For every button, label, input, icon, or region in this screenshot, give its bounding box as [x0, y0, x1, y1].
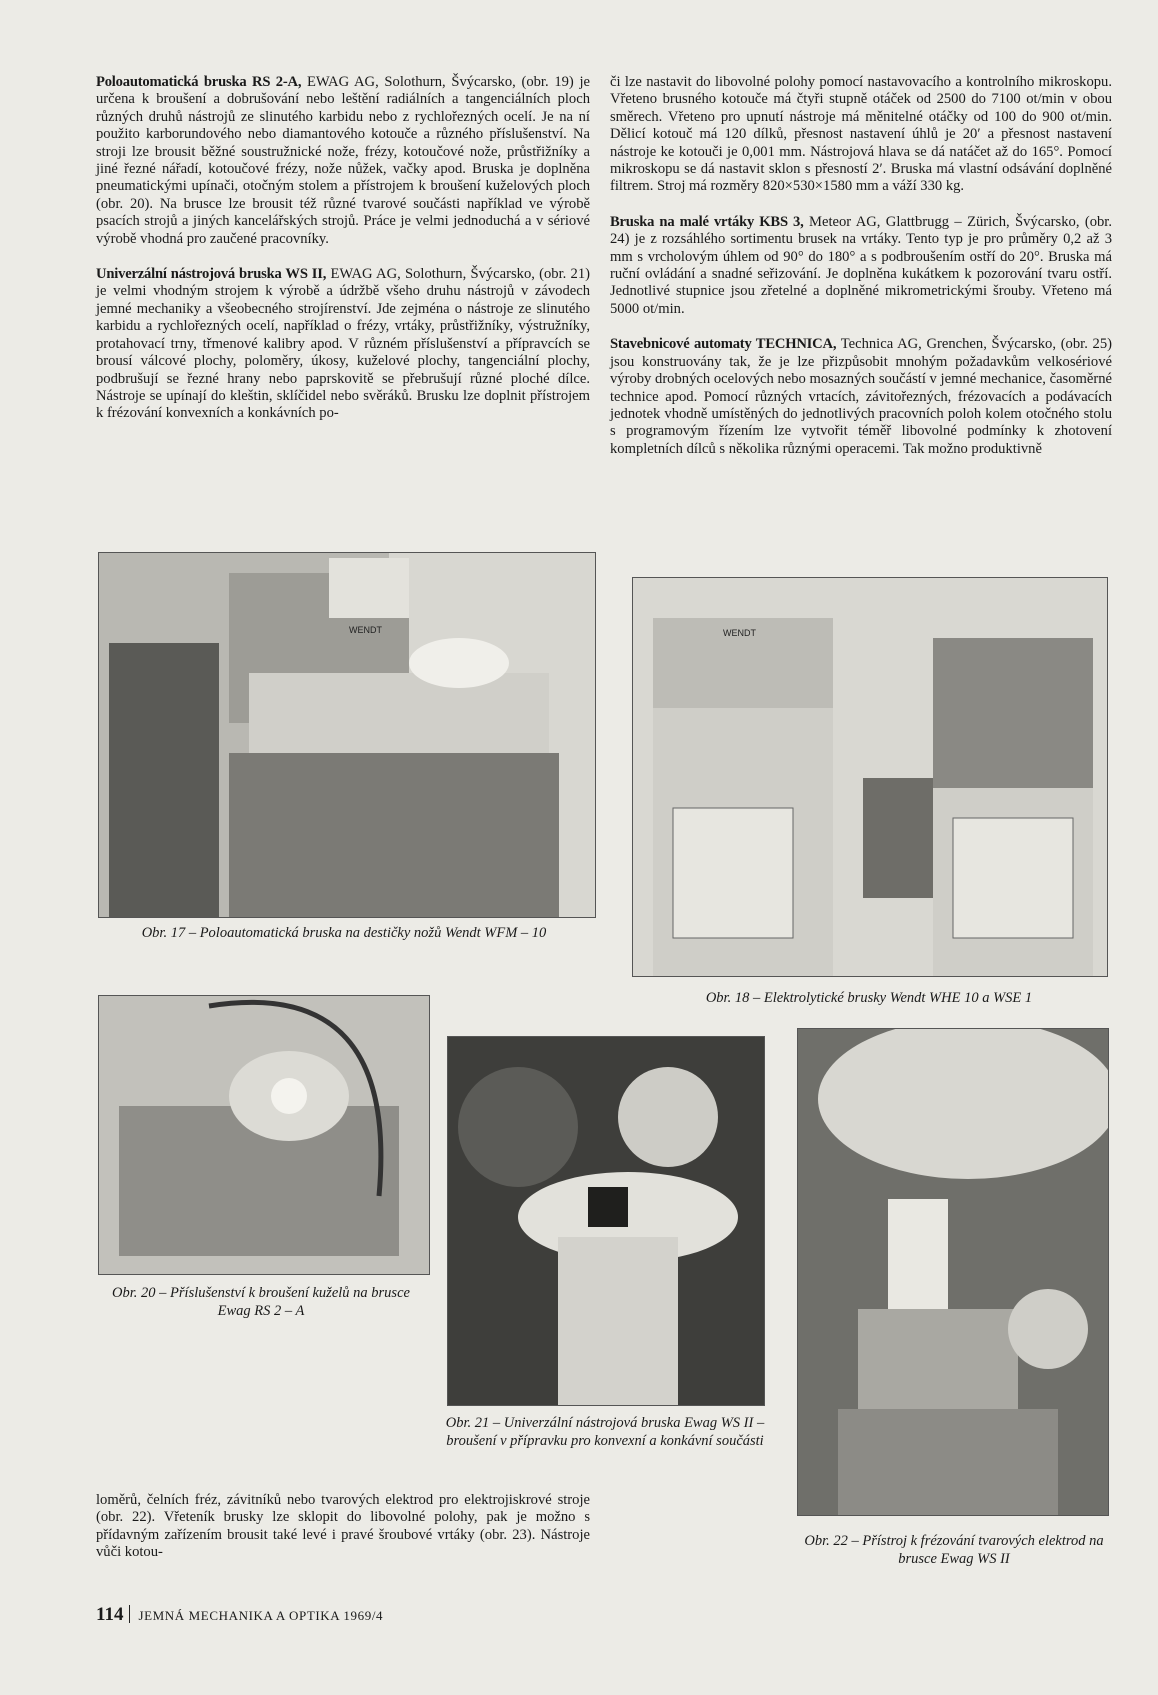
- article-ws2: [96, 266, 590, 423]
- article-text: EWAG AG, Solothurn, Švýcarsko, (obr. 21) je velmi vhodným strojem k výrobě a údržbě všeho druhu nástrojů v závodech jemné mechaniky a všeobecného strojírenství. Jde zejména o nástroje ze slinutého karbidu a rychlořezných ocelí, například o frézy, vrtáky, průstřižníky, výstružníky, protahovací trny, třmenové kalibry apod. V různém příslušenství a přípravcích se brousí válcové plochy, poloměry, úkosy, kuželové plochy, tangenciální plochy, podbrušují se řezné hrany nebo paprskovitě se přebrušují různé ploché dílce. Nástroje se upínají do kleštin, sklíčidel nebo svěráků. Brusku lze doplnit přístrojem k frézování konvexních a konkávních po-: [96, 266, 590, 422]
- article-lead: Bruska na malé vrtáky KBS 3,: [610, 213, 804, 230]
- figure-18-caption: Obr. 18 – Elektrolytické brusky Wendt WHE 10 a WSE 1: [705, 990, 1033, 1006]
- photo-panel-label: WENDT: [349, 625, 382, 635]
- footer-divider: [129, 1605, 130, 1623]
- figure-22-caption: Obr. 22 – Přístroj k frézování tvarových elektrod na brusce Ewag WS II: [804, 1533, 1104, 1567]
- figure-17-photo: [98, 552, 596, 918]
- article-lead: Stavebnicové automaty TECHNICA,: [610, 336, 837, 353]
- article-text: či lze nastavit do libovolné polohy pomocí nastavovacího a kontrolního mikroskopu. Vřeteno brusného kotouče má čtyři stupně otáček od 2500 do 7100 ot/min v obou směrech. Vřeteno pro upnutí nástroje má měnitelné otáčky od 100 do 900 ot/min. Dělicí kotouč má 120 dílků, přesnost nastavení úhlů je 20′ a přesnost nastavení nástroje ke kotouči je 0,001 mm. Nástrojová hlava se dá natáčet až do 165°. Pomocí mikroskopu se dá nastavit sklon s přesností 2′. Bruska má vlastní odsávání doplněné filtrem. Stroj má rozměry 820×530×1580 mm a váží 330 kg.: [610, 74, 1112, 195]
- figure-21-photo: [447, 1036, 765, 1406]
- figure-22-photo: [797, 1028, 1109, 1516]
- article-ws2-continued: [610, 74, 1112, 196]
- figure-21-caption: Obr. 21 – Univerzální nástrojová bruska Ewag WS II – broušení v přípravku pro konvexní a konkávní součásti: [445, 1415, 765, 1449]
- article-rs2a: [96, 74, 590, 248]
- right-column: [610, 74, 1112, 476]
- bottom-left-column: [96, 1492, 590, 1580]
- article-text: Meteor AG, Glattbrugg – Zürich, Švýcarsko, (obr. 24) je z rozsáhlého sortimentu brusek na vrtáky. Tento typ je pro průměry 0,2 až 3 mm s vrcholovým úhlem od 90° do 180° a s podbroušením ostří do 20°. Bruska má ruční ovládání a snadné seřizování. Je doplněna kukátkem k pozorování tvaru ostří. Jednotlivé stupnice jsou zřetelné a doplněné mikrometrickými šrouby. Vřeteno má 5000 ot/min.: [610, 213, 1113, 317]
- left-column: [96, 74, 590, 441]
- journal-name: JEMNÁ MECHANIKA A OPTIKA 1969/4: [138, 1608, 384, 1623]
- figure-17-caption: Obr. 17 – Poloautomatická bruska na destičky nožů Wendt WFM – 10: [141, 925, 547, 941]
- photo-panel-label: WENDT: [723, 628, 756, 638]
- figure-20-photo: [98, 995, 430, 1275]
- page-footer: [96, 1604, 383, 1626]
- figure-20-caption: Obr. 20 – Příslušenství k broušení kuželů na brusce Ewag RS 2 – A: [112, 1285, 410, 1319]
- page-number: 114: [96, 1604, 124, 1625]
- article-lead: Univerzální nástrojová bruska WS II,: [96, 266, 327, 283]
- article-lead: Poloautomatická bruska RS 2-A,: [96, 74, 302, 90]
- article-kbs3: [610, 214, 1112, 318]
- article-text: EWAG AG, Solothurn, Švýcarsko, (obr. 19) je určena k broušení a dobrušování nebo leštění radiálních a tangenciálních ploch různých druhů nástrojů ze slinutého karbidu nebo z rychlořezných ocelí. Je na ní použito karborundového nebo diamantového kotouče a různého příslušenství. Na stroji lze brousit běžné soustružnické nože, frézy, kotoučové nože, průstřižníky a jiné řezné nářadí, kotoučové frézy, nože nůžek, vačky apod. Bruska je doplněna pneumatickými upínači, otočným stolem a přístrojem k broušení kuželových ploch (obr. 20). Na brusce lze brousit též různé tvarové součásti například ve výrobě psacích strojů a jiných kancelářských strojů. Práce je velmi jednoduchá a v sériové výrobě vhodná pro zaučené pracovníky.: [96, 74, 591, 247]
- article-text: loměrů, čelních fréz, závitníků nebo tvarových elektrod pro elektrojiskrové stroje (obr. 22). Vřeteník brusky lze sklopit do libovolné polohy, pak je možno s přídavným zařízením brousit také levé i pravé šroubové vrtáky (obr. 23). Nástroje vůči kotou-: [96, 1492, 590, 1561]
- article-text: Technica AG, Grenchen, Švýcarsko, (obr. 25) jsou konstruovány tak, že je lze přizpůsobit mnohým požadavkům velkosériové výroby drobných ocelových nebo mosazných součástí v jemné mechanice, časoměrné technice apod. Pomocí různých vrtacích, závitořezných, frézovacích a podávacích jednotek vhodně umístěných do jednotlivých pracovních poloh kolem otočného stolu s programovým řízením lze vytvořit téměř libovolné podmínky k zhotovení kompletních dílců s několika různými operacemi. Tak možno produktivně: [610, 336, 1112, 457]
- figure-18-photo: [632, 577, 1108, 977]
- article-ws2-bottom: [96, 1492, 590, 1562]
- article-technica: [610, 336, 1112, 458]
